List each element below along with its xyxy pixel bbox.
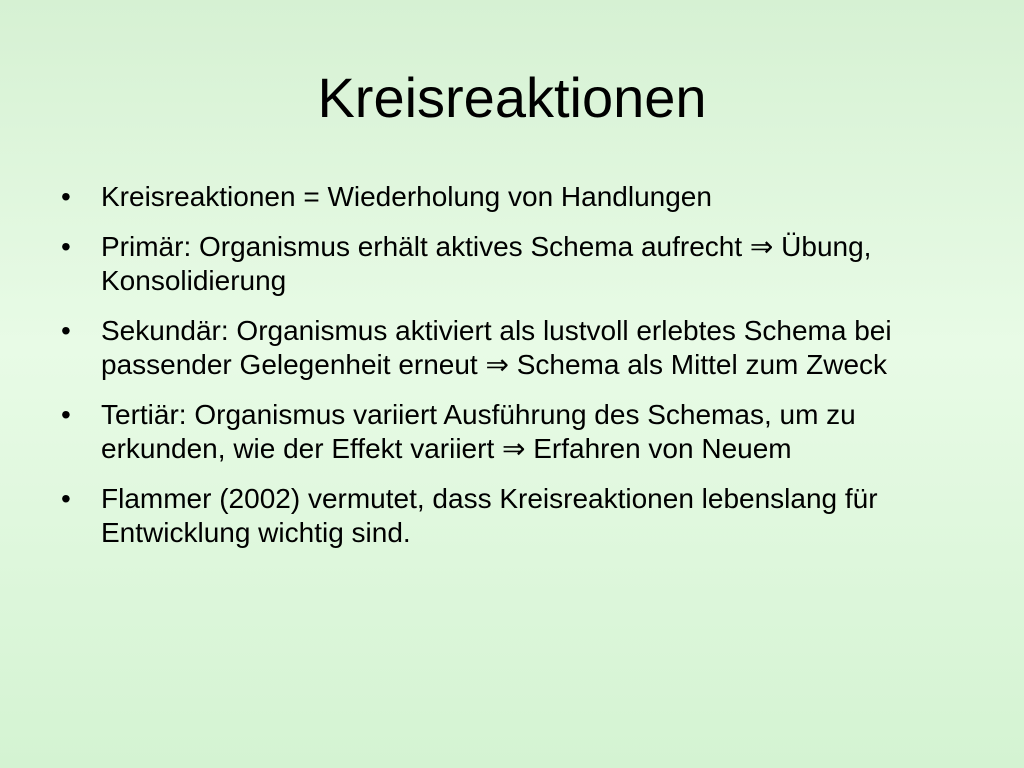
bullet-item bbox=[61, 314, 986, 382]
bullet-point-icon: • bbox=[61, 483, 71, 514]
bullet-list bbox=[61, 180, 986, 566]
bullet-text: Flammer (2002) vermutet, dass Kreisreaktionen lebenslang für Entwicklung wichtig sind. bbox=[101, 483, 878, 548]
bullet-point-icon: • bbox=[61, 231, 71, 262]
bullet-point-icon: • bbox=[61, 181, 71, 212]
bullet-item bbox=[61, 482, 986, 550]
bullet-item bbox=[61, 230, 986, 298]
bullet-point-icon: • bbox=[61, 315, 71, 346]
bullet-text: Primär: Organismus erhält aktives Schema aufrecht ⇒ Übung, Konsolidierung bbox=[101, 231, 872, 296]
bullet-item bbox=[61, 398, 986, 466]
bullet-point-icon: • bbox=[61, 399, 71, 430]
bullet-text: Kreisreaktionen = Wiederholung von Handlungen bbox=[101, 181, 712, 212]
bullet-text: Tertiär: Organismus variiert Ausführung des Schemas, um zu erkunden, wie der Effekt variiert ⇒ Erfahren von Neuem bbox=[101, 399, 856, 464]
bullet-text: Sekundär: Organismus aktiviert als lustvoll erlebtes Schema bei passender Gelegenheit erneut ⇒ Schema als Mittel zum Zweck bbox=[101, 315, 892, 380]
bullet-item bbox=[61, 180, 986, 214]
slide-title: Kreisreaktionen bbox=[317, 66, 707, 129]
